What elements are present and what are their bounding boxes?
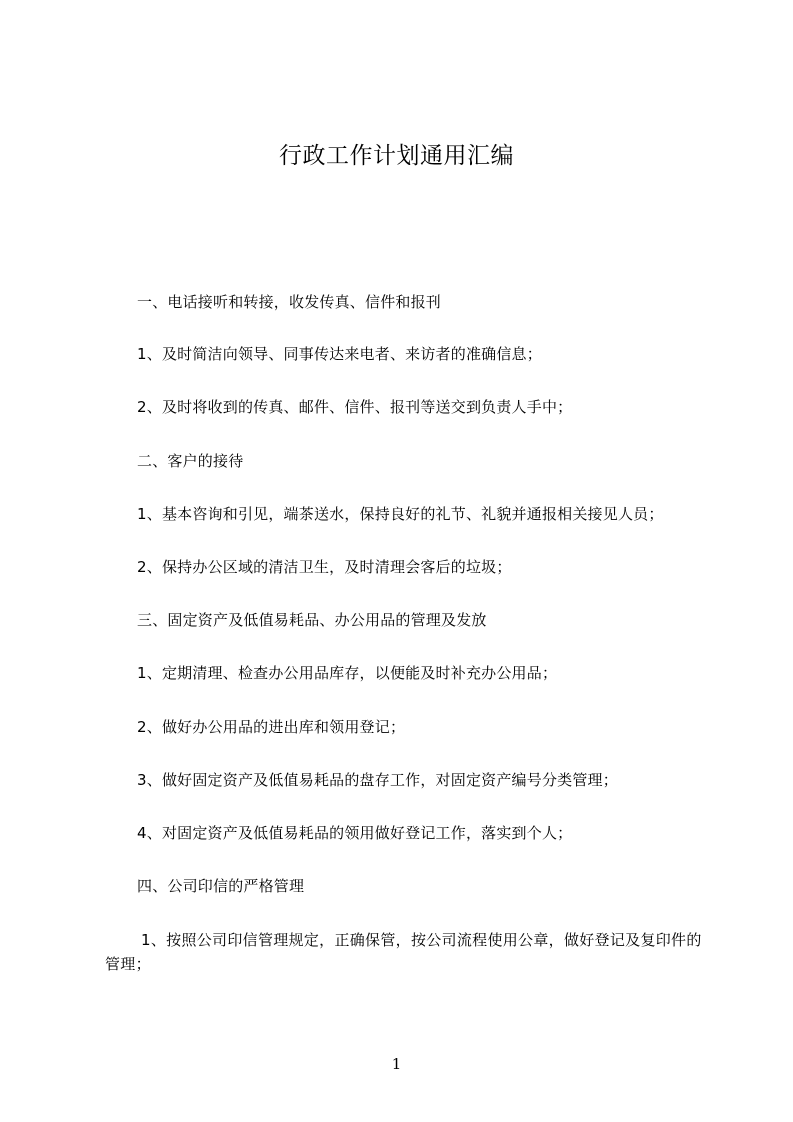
section-heading-4: 四、公司印信的严格管理 xyxy=(137,877,305,895)
list-item: 3、做好固定资产及低值易耗品的盘存工作，对固定资产编号分类管理； xyxy=(137,771,618,789)
paragraph: 1、按照公司印信管理规定，正确保管，按公司流程使用公章，做好登记及复印件的管理； xyxy=(105,931,702,973)
section-heading-2: 二、客户的接待 xyxy=(137,452,244,470)
list-item: 1、基本咨询和引见，端茶送水，保持良好的礼节、礼貌并通报相关接见人员； xyxy=(137,505,664,523)
list-item: 2、做好办公用品的进出库和领用登记； xyxy=(137,718,406,736)
list-item: 4、对固定资产及低值易耗品的领用做好登记工作，落实到个人； xyxy=(137,824,573,842)
list-item: 1、定期清理、检查办公用品库存，以便能及时补充办公用品； xyxy=(137,664,558,682)
list-item: 2、及时将收到的传真、邮件、信件、报刊等送交到负责人手中； xyxy=(137,398,573,416)
page-number: 1 xyxy=(391,1055,402,1073)
list-item: 1、及时简洁向领导、同事传达来电者、来访者的准确信息； xyxy=(137,345,542,363)
section-heading-1: 一、电话接听和转接，收发传真、信件和报刊 xyxy=(137,293,442,311)
document-title: 行政工作计划通用汇编 xyxy=(279,143,514,169)
list-item: 2、保持办公区域的清洁卫生，及时清理会客后的垃圾； xyxy=(137,558,512,576)
section-heading-3: 三、固定资产及低值易耗品、办公用品的管理及发放 xyxy=(137,611,487,629)
